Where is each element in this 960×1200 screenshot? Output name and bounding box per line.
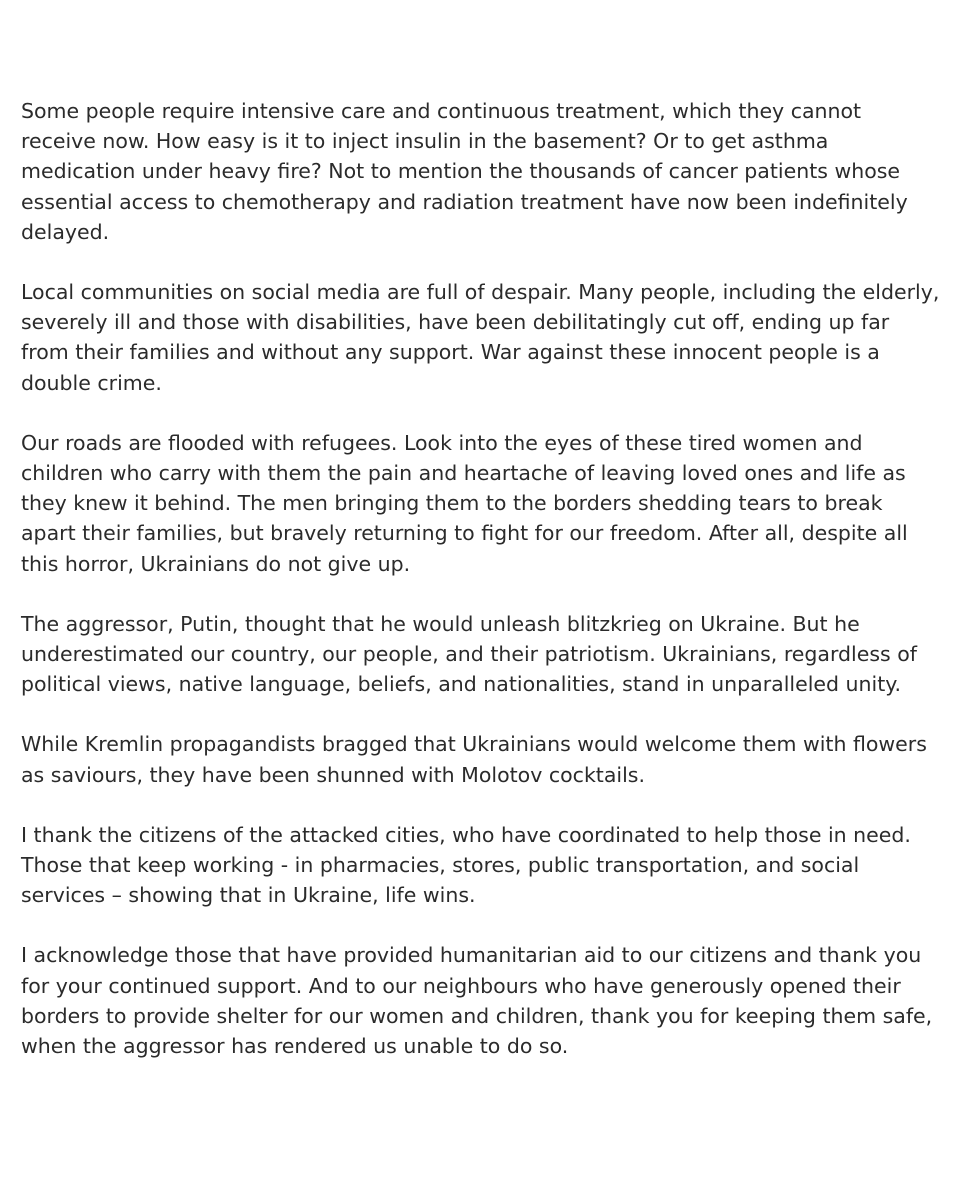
paragraph-thanks-citizens: I thank the citizens of the attacked cities, who have coordinated to help those in need. Those that keep working - in pharmacies, stores, public transportation, and social services – showing that in Ukraine, life wins.: [21, 822, 911, 908]
paragraph-refugees: Our roads are flooded with refugees. Look into the eyes of these tired women and children who carry with them the pain and heartache of leaving loved ones and life as they knew it behind. The men bringing them to the borders shedding tears to break apart their families, but bravely returning to fight for our freedom. After all, despite all this horror, Ukrainians do not give up.: [21, 430, 908, 576]
paragraph-medical-care: Some people require intensive care and continuous treatment, which they cannot receive now. How easy is it to inject insulin in the basement? Or to get asthma medication under heavy fire? Not to mention the thousands of cancer patients whose essential access to chemotherapy and radiation treatment have now been indefinitely delayed.: [21, 99, 908, 244]
paragraph-local-communities: Local communities on social media are full of despair. Many people, including the elderly, severely ill and those with disabilities, have been debilitatingly cut off, ending up far from their families and without any support. War against these innocent people is a double crime.: [21, 280, 940, 395]
paragraph-aggressor: The aggressor, Putin, thought that he would unleash blitzkrieg on Ukraine. But he underestimated our country, our people, and their patriotism. Ukrainians, regardless of political views, native language, beliefs, and nationalities, stand in unparalleled unity.: [21, 611, 918, 697]
paragraph-humanitarian-aid: I acknowledge those that have provided humanitarian aid to our citizens and thank you for your continued support. And to our neighbours who have generously opened their borders to provide shelter for our women and children, thank you for keeping them safe, when the aggressor has rendered us unable to do so.: [21, 943, 933, 1059]
paragraph-kremlin-propaganda: While Kremlin propagandists bragged that Ukrainians would welcome them with flowers as saviours, they have been shunned with Molotov cocktails.: [21, 732, 927, 787]
